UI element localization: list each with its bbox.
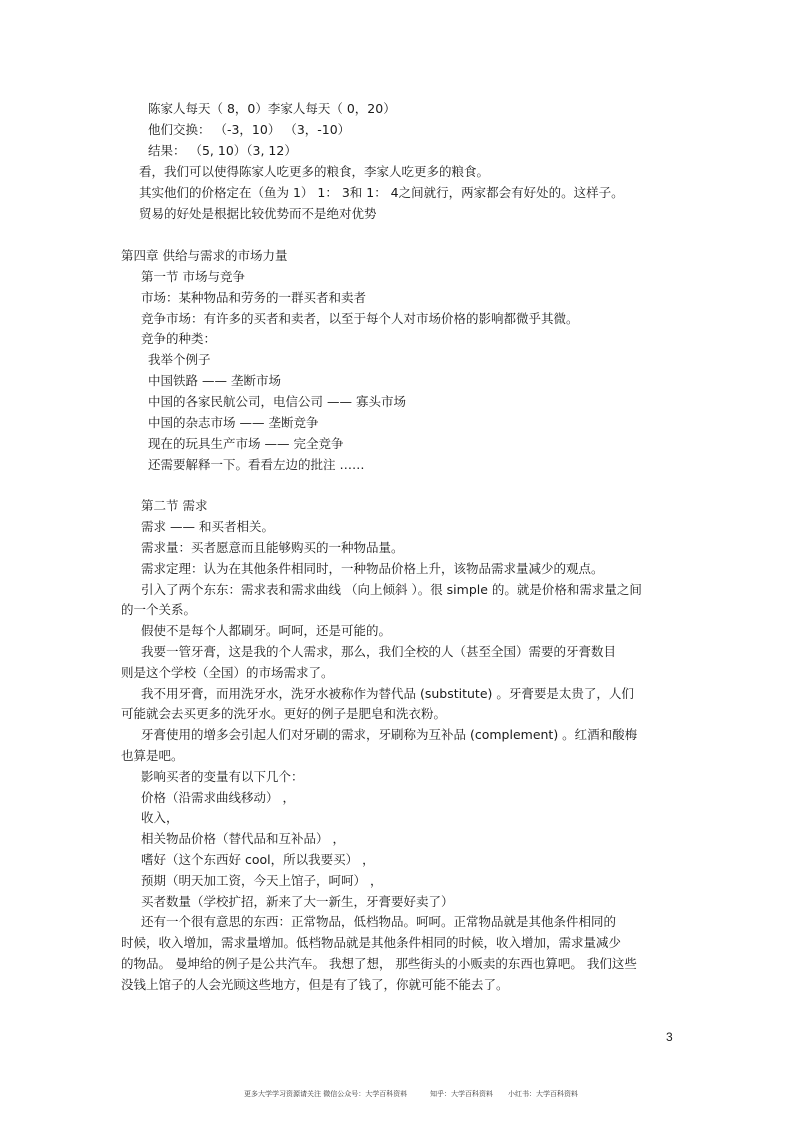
text-line: 时候，收入增加，需求量增加。低档物品就是其他条件相同的时候，收入增加，需求量减少 (121, 935, 622, 950)
text-line: 预期（明天加工资，今天上馆子，呵呵） ， (141, 873, 383, 888)
text-line: 可能就会去买更多的洗牙水。更好的例子是肥皂和洗衣粉。 (121, 706, 447, 721)
text-line: 买者数量（学校扩招，新来了大一新生，牙膏要好卖了） (141, 894, 454, 909)
text-line: 价格（沿需求曲线移动） ， (141, 790, 295, 805)
text-line: 引入了两个东东：需求表和需求曲线 （向上倾斜 ）。很 simple 的。就是价格和需求量之间 (141, 582, 642, 597)
text-line: 假使不是每个人都刷牙。呵呵，还是可能的。 (141, 623, 392, 638)
chapter-heading: 第四章 供给与需求的市场力量 (121, 248, 288, 263)
text-line: 中国的杂志市场 —— 垄断竞争 (148, 415, 319, 430)
text-line: 我举个例子 (148, 352, 211, 367)
text-line: 我不用牙膏，而用洗牙水，洗牙水被称作为替代品 (substitute) 。牙膏要是太贵了，人们 (141, 686, 634, 701)
text-line: 看，我们可以使得陈家人吃更多的粮食，李家人吃更多的粮食。 (139, 164, 490, 179)
footer-text: 小红书：大学百科资料 (508, 1090, 578, 1098)
text-line: 相关物品价格（替代品和互补品） ， (141, 831, 345, 846)
text-line: 竞争市场：有许多的买者和卖者，以至于每个人对市场价格的影响都微乎其微。 (141, 311, 579, 326)
text-line: 需求量：买者愿意而且能够购买的一种物品量。 (141, 540, 404, 555)
text-line: 收入， (141, 810, 179, 825)
page-number: 3 (666, 1030, 673, 1044)
text-line: 还需要解释一下。看看左边的批注 …… (148, 457, 365, 472)
text-line: 没钱上馆子的人会光顾这些地方，但是有了钱了，你就可能不能去了。 (121, 977, 509, 992)
section-heading: 第一节 市场与竞争 (141, 269, 245, 284)
text-line: 他们交换： （-3，10） （3，-10） (148, 122, 351, 137)
text-line: 中国的各家民航公司，电信公司 —— 寡头市场 (148, 394, 406, 409)
text-line: 其实他们的价格定在（鱼为 1） 1： 3和 1： 4之间就行，两家都会有好处的。这样子。 (139, 185, 624, 200)
section-heading: 第二节 需求 (141, 498, 208, 513)
text-line: 的一个关系。 (121, 602, 197, 617)
text-line: 陈家人每天（ 8，0）李家人每天（ 0，20） (148, 101, 396, 116)
text-line: 还有一个很有意思的东西：正常物品，低档物品。呵呵。正常物品就是其他条件相同的 (141, 914, 617, 929)
footer-text: 知乎：大学百科资料 (430, 1090, 493, 1098)
text-line: 的物品。 曼坤给的例子是公共汽车。 我想了想， 那些街头的小贩卖的东西也算吧。 我们这些 (121, 956, 637, 971)
text-line: 竞争的种类： (141, 331, 217, 346)
text-line: 影响买者的变量有以下几个： (141, 769, 304, 784)
text-line: 我要一管牙膏，这是我的个人需求，那么，我们全校的人（甚至全国）需要的牙膏数目 (141, 644, 617, 659)
footer-text: 更多大学学习资源请关注 微信公众号：大学百科资料 (244, 1090, 408, 1098)
text-line: 中国铁路 —— 垄断市场 (148, 373, 281, 388)
text-line: 现在的玩具生产市场 —— 完全竞争 (148, 436, 344, 451)
text-line: 则是这个学校（全国）的市场需求了。 (121, 665, 334, 680)
text-line: 嗜好（这个东西好 cool，所以我要买） ， (141, 852, 375, 867)
text-line: 也算是吧。 (121, 748, 184, 763)
text-line: 牙膏使用的增多会引起人们对牙刷的需求，牙刷称为互补品 (complement) 。红酒和酸梅 (141, 727, 638, 742)
text-line: 需求定理：认为在其他条件相同时，一种物品价格上升，该物品需求量减少的观点。 (141, 561, 604, 576)
text-line: 贸易的好处是根据比较优势而不是绝对优势 (139, 206, 377, 221)
text-line: 市场：某种物品和劳务的一群买者和卖者 (141, 290, 367, 305)
text-line: 结果： （5, 10）（3, 12） (148, 143, 297, 158)
text-line: 需求 —— 和买者相关。 (141, 519, 274, 534)
